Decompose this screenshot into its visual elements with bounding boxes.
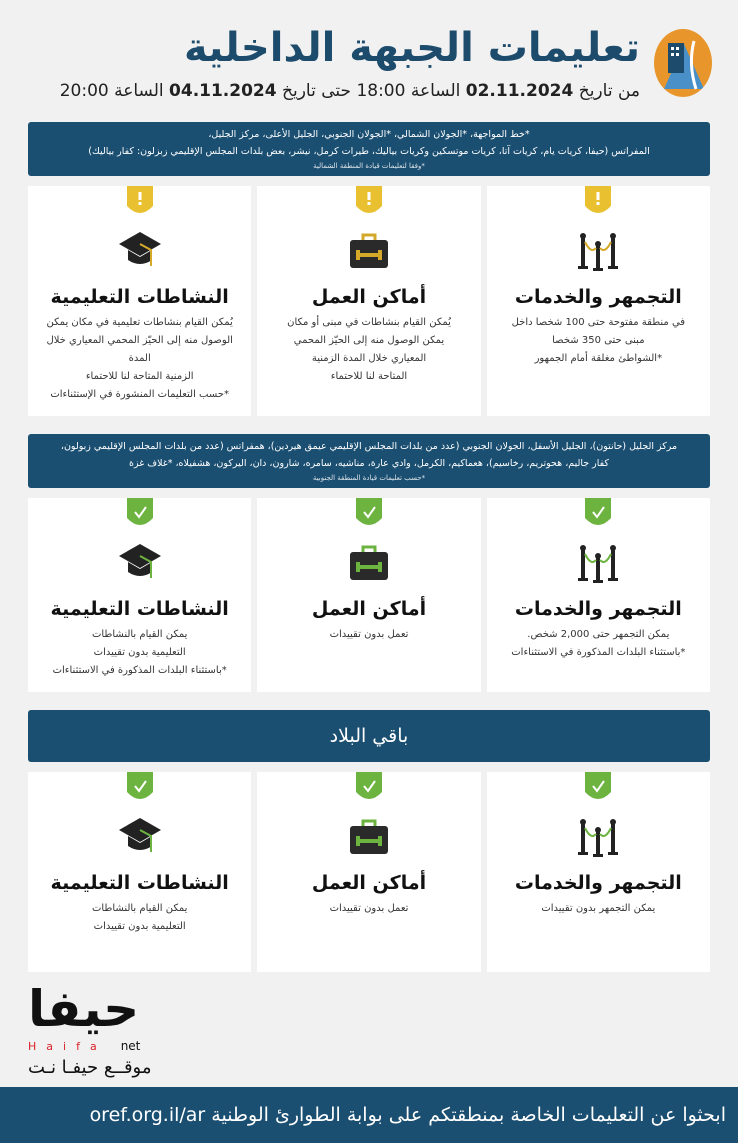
header-text: [60, 22, 640, 104]
description-line: الوصول منه إلى الحيّز المحمي المعياري خلال المدة: [46, 335, 233, 364]
date-range: [60, 78, 640, 104]
banner-line: مركز الجليل (حانتون)، الجليل الأسفل، الجولان الجنوبي (عدد من بلدات المجلس الإقليمي عيمق هيردين)، همفراتس (عدد من بلدات المجلس الإقليمي زبولون،: [60, 441, 678, 452]
warning-shield-icon: [585, 186, 611, 216]
card-title: أماكن العمل: [311, 598, 427, 620]
stanchions-icon: [575, 228, 621, 274]
warning-shield-icon: [127, 186, 153, 216]
card-description: [257, 314, 480, 386]
card-title: النشاطات التعليمية: [50, 598, 229, 620]
date-prefix: من تاريخ: [578, 81, 640, 101]
description-line: يُمكن القيام بنشاطات تعليمية في مكان يمكن: [46, 317, 233, 328]
home-front-command-logo: [654, 29, 712, 97]
check-shield-icon: [356, 772, 382, 802]
card-description: [28, 314, 251, 404]
cards-row: [28, 772, 710, 972]
footer: [0, 1087, 738, 1143]
header: [0, 0, 738, 104]
card-description: [28, 626, 251, 680]
card-description: [28, 900, 251, 936]
card-title: التجمهر والخدمات: [514, 598, 682, 620]
card-briefcase: [257, 186, 480, 416]
cards-row: [28, 186, 710, 416]
description-line: *باستثناء البلدات المذكورة في الاستثناءات: [511, 647, 686, 658]
card-title: النشاطات التعليمية: [50, 286, 229, 308]
description-line: *حسب التعليمات المنشورة في الإستثناءات: [50, 389, 229, 400]
banner-line: *خط المواجهة، *الجولان الشمالي، *الجولان الجنوبي، الجليل الأعلى، مركز الجليل،: [208, 129, 530, 140]
description-line: يمكن التجمهر بدون تقييدات: [541, 903, 656, 914]
check-shield-icon: [585, 772, 611, 802]
description-line: *باستثناء البلدات المذكورة في الاستثناءات: [52, 665, 227, 676]
card-title: أماكن العمل: [311, 872, 427, 894]
description-line: يمكن التجمهر حتى 2,000 شخص.: [527, 629, 670, 640]
card-briefcase: [257, 772, 480, 972]
region-banner-center: [28, 434, 710, 488]
content: [28, 122, 710, 1081]
card-graduation-cap: [28, 498, 251, 692]
briefcase-icon: [346, 814, 392, 860]
description-line: التعليمية بدون تقييدات: [93, 647, 186, 658]
graduation-cap-icon: [117, 540, 163, 586]
description-line: يمكن الوصول منه إلى الحيّز المحمي: [293, 335, 445, 346]
graduation-cap-icon: [117, 228, 163, 274]
graduation-cap-icon: [117, 814, 163, 860]
card-description: [487, 900, 710, 918]
time-from: الساعة 18:00 حتى تاريخ: [281, 81, 461, 101]
banner-note: *وفقا لتعليمات قيادة المنطقة الشمالية: [313, 162, 425, 170]
description-line: التعليمية بدون تقييدات: [93, 921, 186, 932]
banner-line: كفار جاليم، هحوتريم، رخاسيم)، هعماكيم، الكرمل، وادي عارة، مناشيه، سامره، شارون، دان، اليركون، هشفيلاه، *غلاف غزة: [129, 458, 609, 469]
description-line: مبنى حتى 350 شخصا: [552, 335, 645, 346]
banner-line: المفراتس (حيفا، كريات يام، كريات آتا، كريات موتسكين وكريات بياليك، طيرات كرمل، نيشر، بعض بلدات المجلس الإقليمي زبزلون: كفار بياليك): [88, 146, 650, 157]
date-to: 04.11.2024: [169, 81, 277, 101]
cards-row: [28, 498, 710, 692]
card-description: [257, 626, 480, 644]
watermark-logo: [28, 980, 139, 1038]
card-description: [487, 626, 710, 662]
card-title: النشاطات التعليمية: [50, 872, 229, 894]
watermark-logo-text: حيفا: [28, 980, 140, 1038]
check-shield-icon: [127, 498, 153, 528]
date-from: 02.11.2024: [465, 81, 574, 101]
region-banner-north: [28, 122, 710, 176]
card-stanchions: [487, 186, 710, 416]
watermark-suffix: net: [120, 1039, 141, 1053]
card-graduation-cap: [28, 772, 251, 972]
description-line: تعمل بدون تقييدات: [329, 629, 409, 640]
check-shield-icon: [356, 498, 382, 528]
description-line: يُمكن القيام بنشاطات في مبنى أو مكان: [287, 317, 451, 328]
oref-link[interactable]: oref.org.il/ar: [89, 1104, 206, 1126]
card-stanchions: [487, 498, 710, 692]
banner-note: *حسب تعليمات قيادة المنطقة الجنوبية: [312, 474, 426, 482]
haifa-net-watermark: [28, 980, 696, 1081]
briefcase-icon: [346, 228, 392, 274]
stanchions-icon: [575, 814, 621, 860]
description-line: المتاحة لنا للاحتماء: [330, 371, 408, 382]
card-description: [487, 314, 710, 368]
watermark-latin: Haifa: [28, 1040, 107, 1053]
description-line: يمكن القيام بالنشاطات: [91, 903, 188, 914]
description-line: تعمل بدون تقييدات: [329, 903, 409, 914]
card-title: التجمهر والخدمات: [514, 286, 682, 308]
stanchions-icon: [575, 540, 621, 586]
card-briefcase: [257, 498, 480, 692]
description-line: في منطقة مفتوحة حتى 100 شخصا داخل: [511, 317, 686, 328]
check-shield-icon: [585, 498, 611, 528]
warning-shield-icon: [356, 186, 382, 216]
footer-text: ابحثوا عن التعليمات الخاصة بمنطقتكم على بوابة الطوارئ الوطنية: [211, 1104, 726, 1126]
page-title: تعليمات الجبهة الداخلية: [184, 25, 640, 71]
card-graduation-cap: [28, 186, 251, 416]
watermark-sub: [28, 1038, 140, 1055]
card-stanchions: [487, 772, 710, 972]
card-title: التجمهر والخدمات: [514, 872, 682, 894]
check-shield-icon: [127, 772, 153, 802]
description-line: الزمنية المتاحة لنا للاحتماء: [85, 371, 194, 382]
time-to: الساعة 20:00: [59, 81, 164, 101]
description-line: *الشواطئ مغلقة أمام الجمهور: [534, 353, 663, 364]
description-line: المعياري خلال المدة الزمنية: [311, 353, 427, 364]
description-line: يمكن القيام بالنشاطات: [91, 629, 188, 640]
region-banner-rest: باقي البلاد: [28, 710, 710, 762]
watermark-caption: موقــع حيفـا نـت: [28, 1057, 152, 1078]
briefcase-icon: [346, 540, 392, 586]
card-title: أماكن العمل: [311, 286, 427, 308]
card-description: [257, 900, 480, 918]
